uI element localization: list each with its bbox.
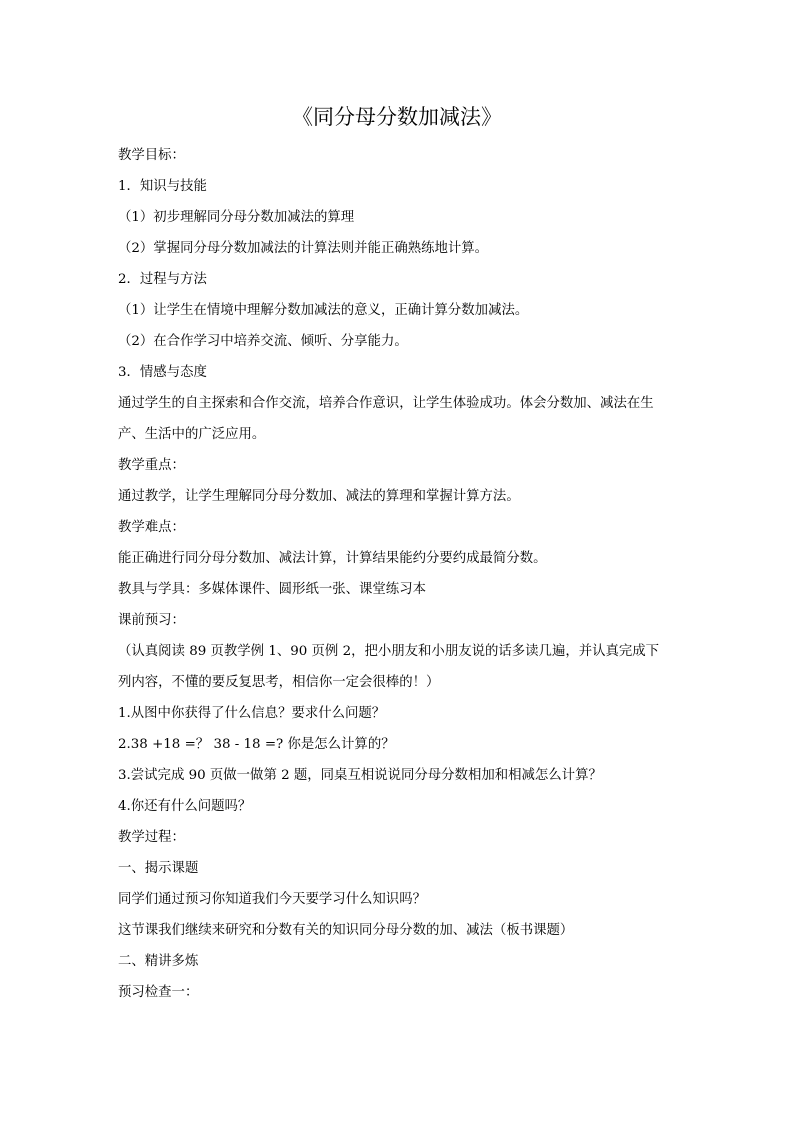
text-line: 1.从图中你获得了什么信息？要求什么问题？ [118, 706, 386, 721]
text-line: （认真阅读 89 页教学例 1、90 页例 2，把小朋友和小朋友说的话多读几遍，并认真完成下 [118, 644, 660, 659]
text-line: （1）初步理解同分母分数加减法的算理 [118, 210, 355, 225]
document-title: 《同分母分数加减法》 [292, 105, 502, 129]
text-line: 教具与学具：多媒体课件、圆形纸一张、课堂练习本 [118, 582, 426, 597]
text-line: 能正确进行同分母分数加、减法计算，计算结果能约分要约成最简分数。 [118, 551, 547, 566]
text-line: 这节课我们继续来研究和分数有关的知识同分母分数的加、减法（板书课题） [118, 923, 574, 938]
document-body [118, 142, 678, 1010]
text-line: 通过学生的自主探索和合作交流，培养合作意识，让学生体验成功。体会分数加、减法在生 [118, 396, 654, 411]
text-line: （1）让学生在情境中理解分数加减法的意义，正确计算分数加减法。 [118, 303, 529, 318]
text-line: 一、揭示课题 [118, 861, 199, 876]
text-line: 4.你还有什么问题吗？ [118, 799, 252, 814]
text-line: 同学们通过预习你知道我们今天要学习什么知识吗？ [118, 892, 426, 907]
text-line: 3．情感与态度 [118, 365, 207, 380]
text-line: 产、生活中的广泛应用。 [118, 427, 266, 442]
text-line: 教学难点： [118, 520, 185, 535]
text-line: 1．知识与技能 [118, 179, 207, 194]
text-line: 教学过程： [118, 830, 185, 845]
text-line: 3.尝试完成 90 页做一做第 2 题，同桌互相说说同分母分数相加和相减怎么计算？ [118, 768, 602, 783]
text-line: 通过教学，让学生理解同分母分数加、减法的算理和掌握计算方法。 [118, 489, 520, 504]
text-line: 教学目标： [118, 148, 185, 163]
text-line: 二、精讲多炼 [118, 954, 199, 969]
text-line: （2）掌握同分母分数加减法的计算法则并能正确熟练地计算。 [118, 241, 489, 256]
text-line: 教学重点： [118, 458, 185, 473]
text-line: 课前预习： [118, 613, 185, 628]
text-line: 2．过程与方法 [118, 272, 207, 287]
text-line: （2）在合作学习中培养交流、倾听、分享能力。 [118, 334, 408, 349]
text-line: 列内容，不懂的要反复思考，相信你一定会很棒的！） [118, 675, 440, 690]
text-line: 预习检查一： [118, 985, 199, 1000]
text-line: 2.38 +18 =？ 38 - 18 =? 你是怎么计算的？ [118, 737, 395, 752]
